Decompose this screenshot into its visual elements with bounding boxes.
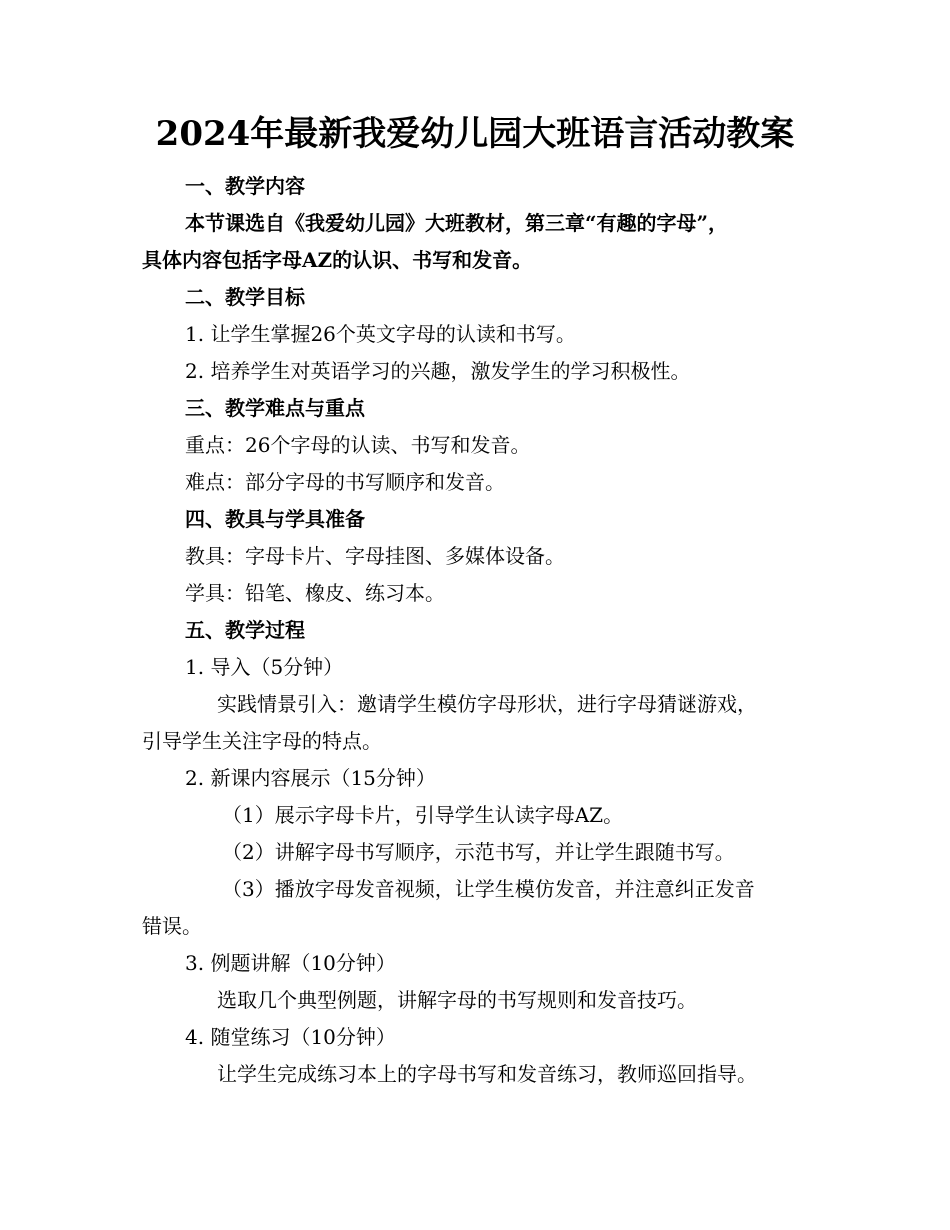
paragraph-content-line1: 本节课选自《我爱幼儿园》大班教材，第三章“有趣的字母”，: [185, 211, 729, 235]
section-heading-materials: 四、教具与学具准备: [185, 507, 365, 531]
process-step-2-item-a: （1）展示字母卡片，引导学生认读字母AZ。: [222, 803, 624, 827]
document-title: 2024年最新我爱幼儿园大班语言活动教案: [155, 114, 795, 154]
goal-item-1: 1. 让学生掌握26个英文字母的认读和书写。: [185, 322, 576, 346]
goal-item-2: 2. 培养学生对英语学习的兴趣，激发学生的学习积极性。: [185, 359, 691, 383]
section-heading-goals: 二、教学目标: [185, 285, 305, 309]
paragraph-content-line2: 具体内容包括字母AZ的认识、书写和发音。: [142, 248, 533, 272]
process-step-1-desc-line2: 引导学生关注字母的特点。: [142, 729, 382, 753]
process-step-2: 2. 新课内容展示（15分钟）: [185, 766, 436, 790]
process-step-1-desc-line1: 实践情景引入：邀请学生模仿字母形状，进行字母猜谜游戏，: [217, 692, 757, 716]
process-step-4: 4. 随堂练习（10分钟）: [185, 1025, 396, 1049]
section-heading-process: 五、教学过程: [185, 618, 305, 642]
process-step-2-item-b: （2）讲解字母书写顺序，示范书写，并让学生跟随书写。: [222, 840, 735, 864]
process-step-1: 1. 导入（5分钟）: [185, 655, 344, 679]
process-step-2-item-c-line2: 错误。: [142, 914, 202, 938]
section-heading-content: 一、教学内容: [185, 174, 305, 198]
difficult-point-text: 难点：部分字母的书写顺序和发音。: [185, 470, 505, 494]
process-step-3: 3. 例题讲解（10分钟）: [185, 951, 396, 975]
process-step-2-item-c-line1: （3）播放字母发音视频，让学生模仿发音，并注意纠正发音: [222, 877, 755, 901]
process-step-4-desc: 让学生完成练习本上的字母书写和发音练习，教师巡回指导。: [217, 1062, 757, 1086]
key-point-text: 重点：26个字母的认读、书写和发音。: [185, 433, 531, 457]
process-step-3-desc: 选取几个典型例题，讲解字母的书写规则和发音技巧。: [217, 988, 697, 1012]
student-materials-text: 学具：铅笔、橡皮、练习本。: [185, 581, 445, 605]
section-heading-key-difficult: 三、教学难点与重点: [185, 396, 365, 420]
teacher-materials-text: 教具：字母卡片、字母挂图、多媒体设备。: [185, 544, 565, 568]
